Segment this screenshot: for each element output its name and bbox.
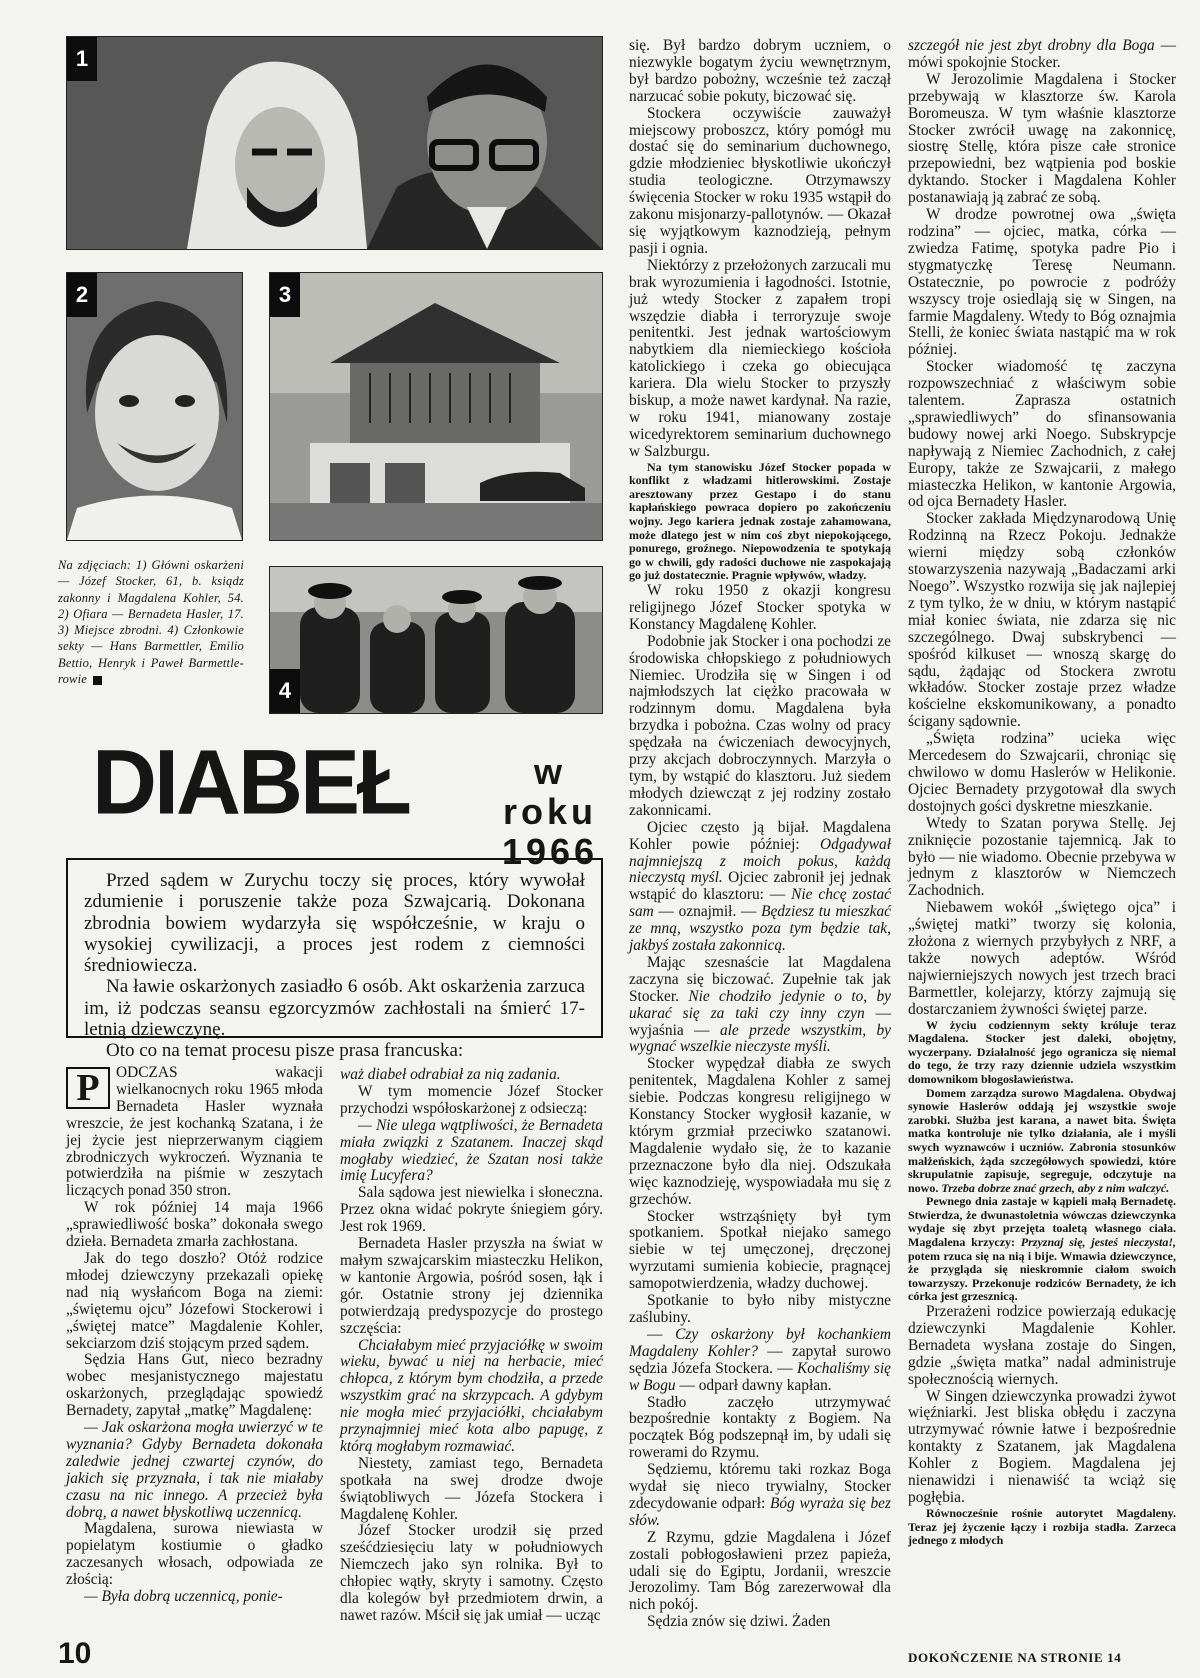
photo-4-number: 4 <box>270 669 300 713</box>
photo-2 <box>66 272 243 541</box>
article-paragraph: Stadło zaczęło utrzymywać bezpośrednie kontakty z Bogiem. Na początek Bóg podszepnął im, by udali się rowerami do Rzymu. <box>629 1393 891 1462</box>
article-paragraph: Chciałabym mieć przyjaciółkę w swoim wieku, bywać u niej na herbacie, mieć chłopca, z którym bym chodziła, a przede wszystkim grać na skrzypcach. A gdybym nie mogła mieć przyjaciółki, chciałabym przynajmniej mieć kota albo papugę, z którą mogłabym rozmawiać. <box>340 1336 603 1455</box>
lead-paragraph: Przed sądem w Zurychu toczy się proces, który wywołał zdumienie i poruszenie także poza Szwajcarią. Dokonana zbrodnia bowiem wydarzyła się współcześnie, w kraju o wysokiej cywilizacji, a proces jest rodem z ciemności średniowiecza. <box>84 870 585 977</box>
end-square-icon <box>93 676 102 685</box>
photo-caption <box>58 557 244 687</box>
article-paragraph: W rok później 14 maja 1966 „sprawiedliwość boska” dokonała swego dzieła. Bernadeta zmarła zachłostana. <box>66 1199 323 1251</box>
article-paragraph: Niestety, zamiast tego, Bernadeta spotkała na swej drodze dwoje świątobliwych — Józefa Stockera i Magdalenę Kohler. <box>340 1454 603 1523</box>
headline-title: DIABEŁ <box>92 732 409 834</box>
lead-box <box>66 858 603 1062</box>
photo-1 <box>66 36 603 250</box>
article-paragraph: Jak do tego doszło? Otóż rodzice młodej dziewczyny przekazali opiekę nad nią wysłańcom Boga na ziemi: „świętemu ojcu” Józefowi Stockerowi i „świętej matce” Magdalenie Kohler, sekciarzom dziś stojącym przed sądem. <box>66 1249 323 1352</box>
dropcap: P <box>66 1067 110 1109</box>
article-paragraph: Stocker wstrząśnięty był tym spotkaniem. Spotkał niejako samego siebie w tej umęczonej, dręczonej wyrzutami sumienia kobiecie, pragnącej samopotwierdzenia, władzy duchowej. <box>629 1207 891 1293</box>
article-paragraph: W roku 1950 z okazji kongresu religijnego Józef Stocker spotyka w Konstancy Magdalenę Kohler. <box>629 582 891 633</box>
article-paragraph: Sędzia znów się dziwi. Żaden <box>647 1613 831 1631</box>
article-paragraph: Ojciec często ją bijał. Magdalena Kohler powie później: Odgadywał najmniejszą z moich pokus, każdą nieczystą myśl. Ojciec zabronił jej jednak wstąpić do klasztoru: — Nie chcę zostać sam — oznajmił. — Będziesz tu mieszkać ze mną, wszystko poza tym będzie tak, jakbyś została zakonnicą. <box>629 818 891 955</box>
article-paragraph: Wtedy to Szatan porywa Stellę. Jej zniknięcie pozostanie tajemnicą. Jak to było — nie wiadomo. Obecnie przebywa w jednym z klasztorów w Niemczech Zachodnich. <box>908 814 1176 900</box>
article-paragraph-small: Pewnego dnia zastaje w kąpieli małą Bernadetę. Stwierdza, że dwunastoletnia wówczas dziewczynka wydaje się zbyt przejęta toaletą własnego ciała. Magdalena krzyczy: Przyznaj się, jesteś nieczysta!, potem rzuca się na nią i bije. Wmawia dziewczynce, że przygląda się nieskromnie ciałom swoich towarzyszy. Przekonuje rodziców Bernadety, że ich córka jest grzesznicą. <box>908 1194 1177 1304</box>
article-column-3 <box>629 38 891 1631</box>
article-paragraph: Spotkanie to było niby mistyczne zaślubiny. <box>629 1292 891 1326</box>
article-paragraph: Niebawem wokół „świętego ojca” i „świętej matki” tworzy się kolonia, złożona z wiernych przybyłych z NRF, a także nowych adeptów. Wśród najwierniejszych nowych jest trzech braci Barmettler, kolejarzy, którzy zajmują się dostarczaniem żywności świętej parze. <box>908 899 1176 1018</box>
headline-sub-2: 1966 <box>501 831 599 872</box>
article-paragraph-small: Domem zarządza surowo Magdalena. Obydwaj synowie Haslerów oddają jej wszystkie swoje zarobki. Służba jest karana, a nawet bita. Święta matka kontroluje nie tylko działania, ale i myśli swych wyznawców i uczniów. Zabronia stosunków małżeńskich, żąda szczegółowych spowiedzi, które skrupulatnie zapisuje, segreguje, odczytuje na nowo. Trzeba dobrze znać grzech, aby z nim walczyć. <box>908 1085 1176 1195</box>
article-paragraph: — Jak oskarżona mogła uwierzyć w te wyznania? Gdyby Bernadeta dokonała zaledwie jednej czwartej czynów, do jakich się przyznała, i tak nie miałaby czasu na nic innego. A przecież była dobrą, a nawet błyskotliwą uczennicą. <box>66 1419 323 1521</box>
photo-caption-text: Na zdjęciach: 1) Główni oskarżeni — Józef Stocker, 61, b. ksiądz zakonny i Magdalena Kohler, 54. 2) Ofiara — Bernadeta Hasler, 17. 3) Miejsce zbrodni. 4) Członkowie sekty — Hans Barmettler, Emilio Bettio, Henryk i Paweł Barmettle-rowie <box>58 558 244 687</box>
article-paragraph: „Święta rodzina” ucieka więc Mercedesem do Szwajcarii, chroniąc się chwilowo w domu Haslerów w Helikonie. Ojciec Bernadety przygotował dla swych dostojnych gości dyskretne mieszkanie. <box>908 730 1176 815</box>
headline-subtitle <box>487 752 613 872</box>
article-paragraph: Magdalena, surowa niewiasta w popielatym kostiumie o gładko zaczesanych włosach, odpowiada ze złością: <box>66 1520 323 1589</box>
article-column-2 <box>340 1067 603 1625</box>
article-paragraph: się. Był bardzo dobrym uczniem, o niezwykle bogatym życiu wewnętrznym, był bardzo pobożny, wcześnie też zaczął narzucać sobie pokuty, biczować się. <box>629 37 891 105</box>
article-paragraph: Sędzia Hans Gut, nieco bezradny wobec mesjanistycznego majestatu oskarżonych, przeglądając spowiedź Bernadety, zapytał „matkę” Magdalenę: <box>66 1351 323 1420</box>
headline-sub-1: w roku <box>502 751 597 832</box>
article-paragraph-small: W życiu codziennym sekty króluje teraz Magdalena. Stocker jest daleki, obojętny, wyczerpany. Działalność jego ogranicza się niemal do tego, że trzy razy dziennie udziela wszystkim domownikom błogosławieństwa. <box>908 1017 1176 1086</box>
article-paragraph: Z Rzymu, gdzie Magdalena i Józef zostali pobłogosławieni przez papieża, udali się do Egiptu, Jordanii, wreszcie Jerozolimy. Tam Bóg zarezerwował dla nich pokój. <box>629 1528 891 1614</box>
article-column-4 <box>908 38 1176 1548</box>
continuation-note: DOKOŃCZENIE NA STRONIE 14 <box>908 1650 1122 1665</box>
article-paragraph: Sędziemu, któremu taki rozkaz Boga wydał się nieco trywialny, Stocker zdecydowanie odparł: Bóg wyraża się bez słów. <box>629 1461 892 1529</box>
article-paragraph-small: Równocześnie rośnie autorytet Magdaleny. Teraz jej życzenie łączy i rozbija stadła. Zarzeca jednego z młodych <box>908 1505 1176 1548</box>
article-paragraph: W Singen dziewczynka prowadzi żywot więźniarki. Jest bliska obłędu i zaczyna utrzymywać równie łatwe i bezpośrednie kontakty z Szatanem, jak Magdalena Kohler z Bogiem. Magdalena jej nienawidzi i nienawiść ta wciąż się pogłębia. <box>908 1387 1176 1506</box>
article-paragraph: Stockera oczywiście zauważył miejscowy proboszcz, który pomógł mu dostać się do seminarium duchownego, gdzie młodzieniec błyskotliwie ukończył studia teologiczne. Otrzymawszy święcenia Stocker w roku 1935 wstąpił do zakonu misjonarzy-pallotynów. — Okazał się wyjątkowym kaznodzieją, pełnym pasji i ognia. <box>629 104 891 257</box>
lead-paragraph: Oto co na temat procesu pisze prasa francuska: <box>106 1040 464 1062</box>
sect-members-icon <box>270 567 602 713</box>
lead-paragraph: Na ławie oskarżonych zasiadło 6 osób. Akt oskarżenia zarzuca im, iż podczas seansu egzorcyzmów zachłostali na śmierć 17-letnią dziewczynę. <box>84 976 585 1041</box>
article-paragraph: Przerażeni rodzice powierzają edukację dziewczynki Magdalenie Kohler. Bernadeta wysłana zostaje do Singen, gdzie „święta matka” nadal administruje społecznością wiernych. <box>908 1303 1176 1388</box>
photo-1-number: 1 <box>67 37 97 81</box>
article-paragraph: Podobnie jak Stocker i ona pochodzi ze środowiska chłopskiego z południowych Niemiec. Urodziła się w Singen i od najmłodszych lat ciężko pracowała w rodzinnym domu. Magdalena była brzydka i pobożna. Czas wolny od pracy spędzała na ćwiczeniach dewocyjnych, przy akcjach dobroczynnych. Marzyła o tym, by wstąpić do klasztoru. Już siedem młodych dziewcząt z jej rodziny zostało zakonnicami. <box>629 632 891 819</box>
article-paragraph: Stocker wypędzał diabła ze swych penitentek, Magdalena Kohler z samej siebie. Podczas kongresu religijnego w Konstancy Stocker wygłosił kazanie, w którym grzmiał przeciwko szatanowi. Magdalenie wydało się, że to kazanie przeznaczone było dla niej. Odszukała więc kaznodzieję, wyspowiadała mu się z grzechów. <box>629 1055 891 1208</box>
article-paragraph: P ODCZAS wakacji wielkanocnych roku 1965 młoda Bernadeta Hasler wyznała wreszcie, że jest kochanką Szatana, i że jej życie jest nieprzerwanym ciągiem zbrodniczych wykroczeń. Wyznania te potwierdziła na piśmie w zeszytach liczących ponad 350 stron. <box>66 1064 323 1200</box>
article-paragraph-small: Na tym stanowisku Józef Stocker popada w konflikt z władzami hitlerowskimi. Zostaje aresztowany przez Gestapo i do stanu kapłańskiego powraca dopiero po zakończeniu wojny. Jego kariera jednak zostaje zahamowana, może dlatego jest w nim coś zbyt niepokojącego, ponurego, groźnego. Niepowodzenia te spotykają go w chwili, gdy radości duchowe nie zaspokajają go już dostatecznie. Pragnie wpływów, władzy. <box>629 459 891 583</box>
article-paragraph: Sala sądowa jest niewielka i słoneczna. Przez okna widać pokryte śniegiem góry. Jest rok 1969. <box>340 1184 603 1236</box>
article-paragraph: W tym momencie Józef Stocker przychodzi współoskarżonej z odsieczą: <box>340 1082 603 1117</box>
article-paragraph: — Czy oskarżony był kochankiem Magdaleny Kohler? — zapytał surowo sędzia Józefa Stockera. — Kochaliśmy się w Bogu — odparł dawny kapłan. <box>629 1325 892 1394</box>
photo-3 <box>269 272 603 541</box>
photo-2-number: 2 <box>67 273 97 317</box>
article-paragraph: Stocker zakłada Międzynarodową Unię Rodzinną na Rzecz Pokoju. Jednakże wierni między sobą członków stowarzyszenia nazywają „Badaczami arki Noego”. Wszystko rozwija się jak najlepiej z tym tylko, że w dniu, w którym nastąpić miał koniec świata, nie zdarza się nic szczególnego. Dwaj subskrybenci — spośród kilkuset — wnoszą skargę do sądu, żądając od Stockera zwrotu wkładów. Stocker zostaje przez władze kościelne ekskomunikowany, a ponadto ścigany sądownie. <box>908 510 1176 731</box>
article-paragraph: W drodze powrotnej owa „święta rodzina” — ojciec, matka, córka — zwiedza Fatimę, spotyka padre Pio i stygmatyczkę Teresę Neumann. Ostatecznie, po powrocie z podróży wszyscy troje osiedlają się w Singen, na farmie Magdaleny. Wtedy to Bóg oznajmia Stelli, że koniec świata nastąpić ma w rok później. <box>908 206 1176 359</box>
article-paragraph: — Nie ulega wątpliwości, że Bernadeta miała związki z Szatanem. Inaczej skąd mogłaby wiedzieć, że Szatan nosi także imię Lucyfera? <box>340 1116 603 1185</box>
article-paragraph: szczegół nie jest zbyt drobny dla Boga — mówi spokojnie Stocker. <box>908 37 1176 71</box>
house-icon <box>270 273 602 540</box>
article-paragraph: — Była dobrą uczennicą, ponie- <box>84 1588 283 1606</box>
article-paragraph: Bernadeta Hasler przyszła na świat w małym szwajcarskim miasteczku Helikon, w kantonie Argowia, pośród sosen, łąk i gór. Ostatnie strony jej dziennika potwierdzają predyspozycje do prostego szczęścia: <box>340 1235 603 1337</box>
article-paragraph: W Jerozolimie Magdalena i Stocker przebywają w klasztorze św. Karola Boromeusza. W tym właśnie klasztorze Stocker zwrócił uwagę na zakonnicę, siostrę Stellę, która pisze całe stronice przepowiedni, bez wątpienia pod boskie dyktando. Stocker i Magdalena Kohler postanawiają ją zabrać ze sobą. <box>908 70 1176 207</box>
article-paragraph: Stocker wiadomość tę zaczyna rozpowszechniać z właściwym sobie talentem. Zaprasza ostatnich „sprawiedliwych” do sfinansowania budowy nowej arki Noego. Subskrypcje napływają z Niemiec Zachodnich, z całej Europy, także ze Szwajcarii, z małego miasteczka Helikon, w kantonie Argowia, od ojca Bernadety Hasler. <box>908 358 1176 511</box>
photo-4 <box>269 566 603 714</box>
article-paragraph: Niektórzy z przełożonych zarzucali mu brak wyrozumienia i łagodności. Istotnie, już wtedy Stocker z zapałem tropi wszędzie diabła i terroryzuje swoje penitentki. Jest jednak wartościowym nabytkiem dla niemieckiego kościoła katolickiego i czeka go obiecująca kariera. Dla wielu Stocker to przyszły biskup, a może nawet kardynał. Na razie, w roku 1941, mianowany zostaje wicedyrektorem seminarium duchownego w Salzburgu. <box>629 256 891 460</box>
article-column-1 <box>66 1065 323 1606</box>
article-paragraph: Józef Stocker urodził się przed sześćdziesięciu laty w południowych Niemczech jako syn rolnika. Był to chłopiec wątły, skryty i samotny. Często dla kolegów był przedmiotem drwin, a nawet razów. Mścił się jak umiał — ucząc <box>340 1522 603 1624</box>
article-paragraph: waż diabeł odrabiał za nią zadania. <box>340 1066 561 1083</box>
page-number: 10 <box>58 1637 92 1670</box>
defendants-portrait-icon <box>67 37 602 249</box>
photo-3-number: 3 <box>270 273 300 317</box>
article-paragraph: Mając szesnaście lat Magdalena zaczyna się biczować. Zupełnie tak jak Stocker. Nie chodziło jedynie o to, by ukarać się za taki czy inny czyn — wyjaśnia — ale przede wszystkim, by wygnać wszelkie nieczyste myśli. <box>629 953 891 1056</box>
